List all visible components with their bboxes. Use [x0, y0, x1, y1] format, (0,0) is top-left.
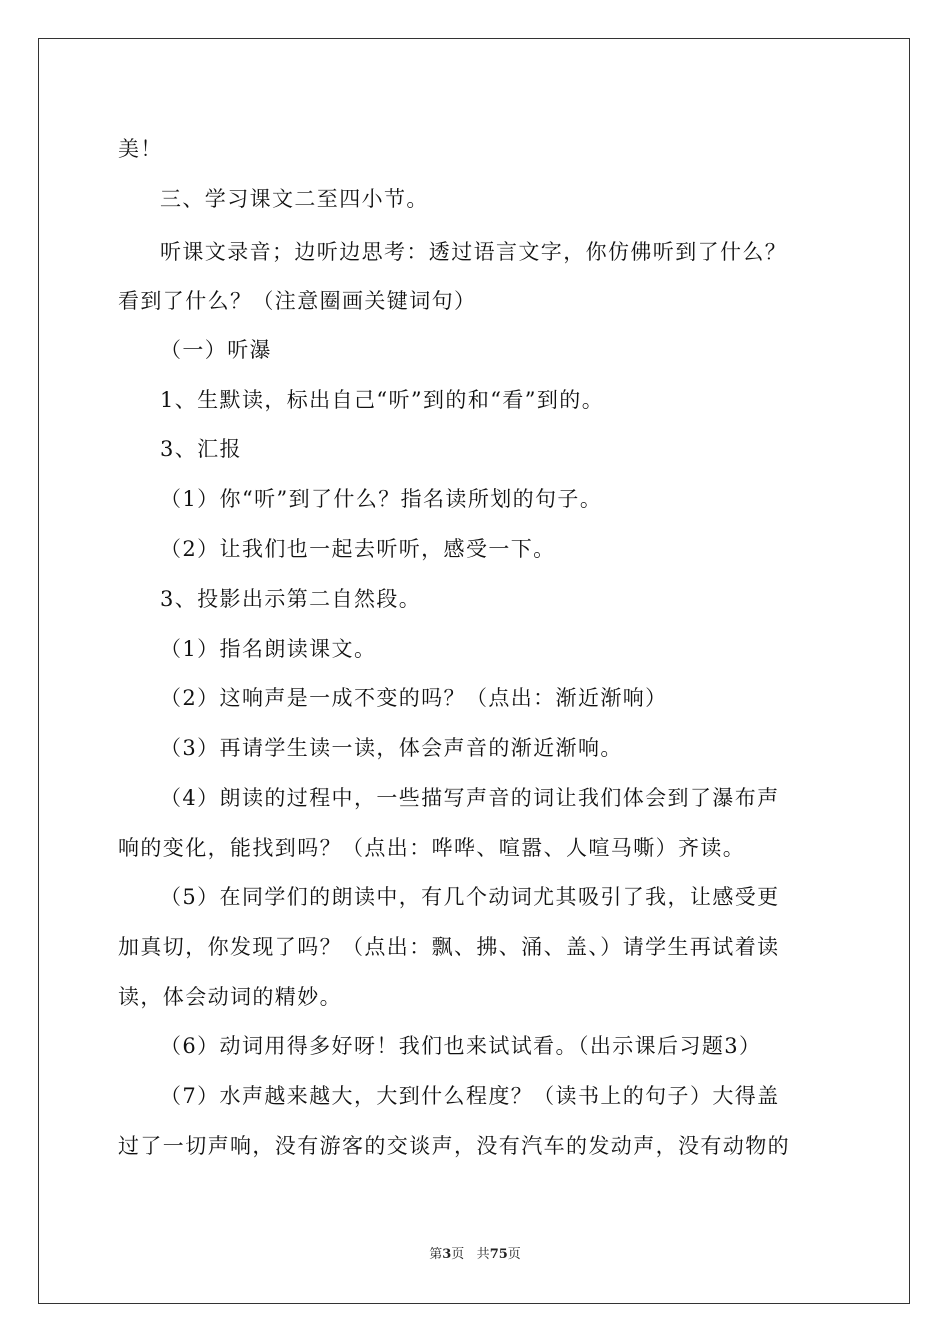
text-line: （1）你“听”到了什么？指名读所划的句子。	[160, 487, 603, 511]
footer-page-suffix: 页	[451, 1247, 465, 1262]
text-line: 3、投影出示第二自然段。	[160, 587, 422, 611]
subsection-heading: （一）听瀑	[160, 338, 272, 362]
page-border	[38, 38, 910, 1304]
text-line: （2）让我们也一起去听听，感受一下。	[160, 537, 556, 561]
footer-page-number: 3	[442, 1247, 452, 1262]
text-line: 美！	[118, 137, 163, 161]
text-line: 读，体会动词的精妙。	[118, 985, 342, 1009]
text-line: 过了一切声响，没有游客的交谈声，没有汽车的发动声，没有动物的	[118, 1134, 790, 1158]
text-line: （3）再请学生读一读，体会声音的渐近渐响。	[160, 736, 623, 760]
text-line: （7）水声越来越大，大到什么程度？（读书上的句子）大得盖	[160, 1084, 780, 1108]
footer-page-prefix: 第	[429, 1247, 443, 1262]
text-line: （1）指名朗读课文。	[160, 637, 377, 661]
footer-total-suffix: 页	[507, 1247, 521, 1262]
page-footer	[0, 1247, 950, 1263]
text-line: 听课文录音；边听边思考：透过语言文字，你仿佛听到了什么？	[160, 240, 788, 264]
footer-total-prefix: 共	[476, 1247, 490, 1262]
footer-total-pages: 75	[489, 1247, 508, 1262]
text-line: 响的变化，能找到吗？（点出：哗哗、喧嚣、人喧马嘶）齐读。	[118, 836, 746, 860]
text-line: 加真切，你发现了吗？（点出：飘、拂、涌、盖、）请学生再试着读	[118, 935, 780, 959]
text-line: （2）这响声是一成不变的吗？（点出：渐近渐响）	[160, 686, 668, 710]
text-line: 1、生默读，标出自己“听”到的和“看”到的。	[160, 388, 605, 412]
section-heading: 三、学习课文二至四小节。	[160, 187, 429, 211]
text-line: 3、汇报	[160, 437, 242, 461]
text-line: （4）朗读的过程中，一些描写声音的词让我们体会到了瀑布声	[160, 786, 780, 810]
text-line: （5）在同学们的朗读中，有几个动词尤其吸引了我，让感受更	[160, 885, 780, 909]
text-line: （6）动词用得多好呀！我们也来试试看。（出示课后习题3）	[160, 1034, 762, 1058]
text-line: 看到了什么？（注意圈画关键词句）	[118, 289, 477, 313]
